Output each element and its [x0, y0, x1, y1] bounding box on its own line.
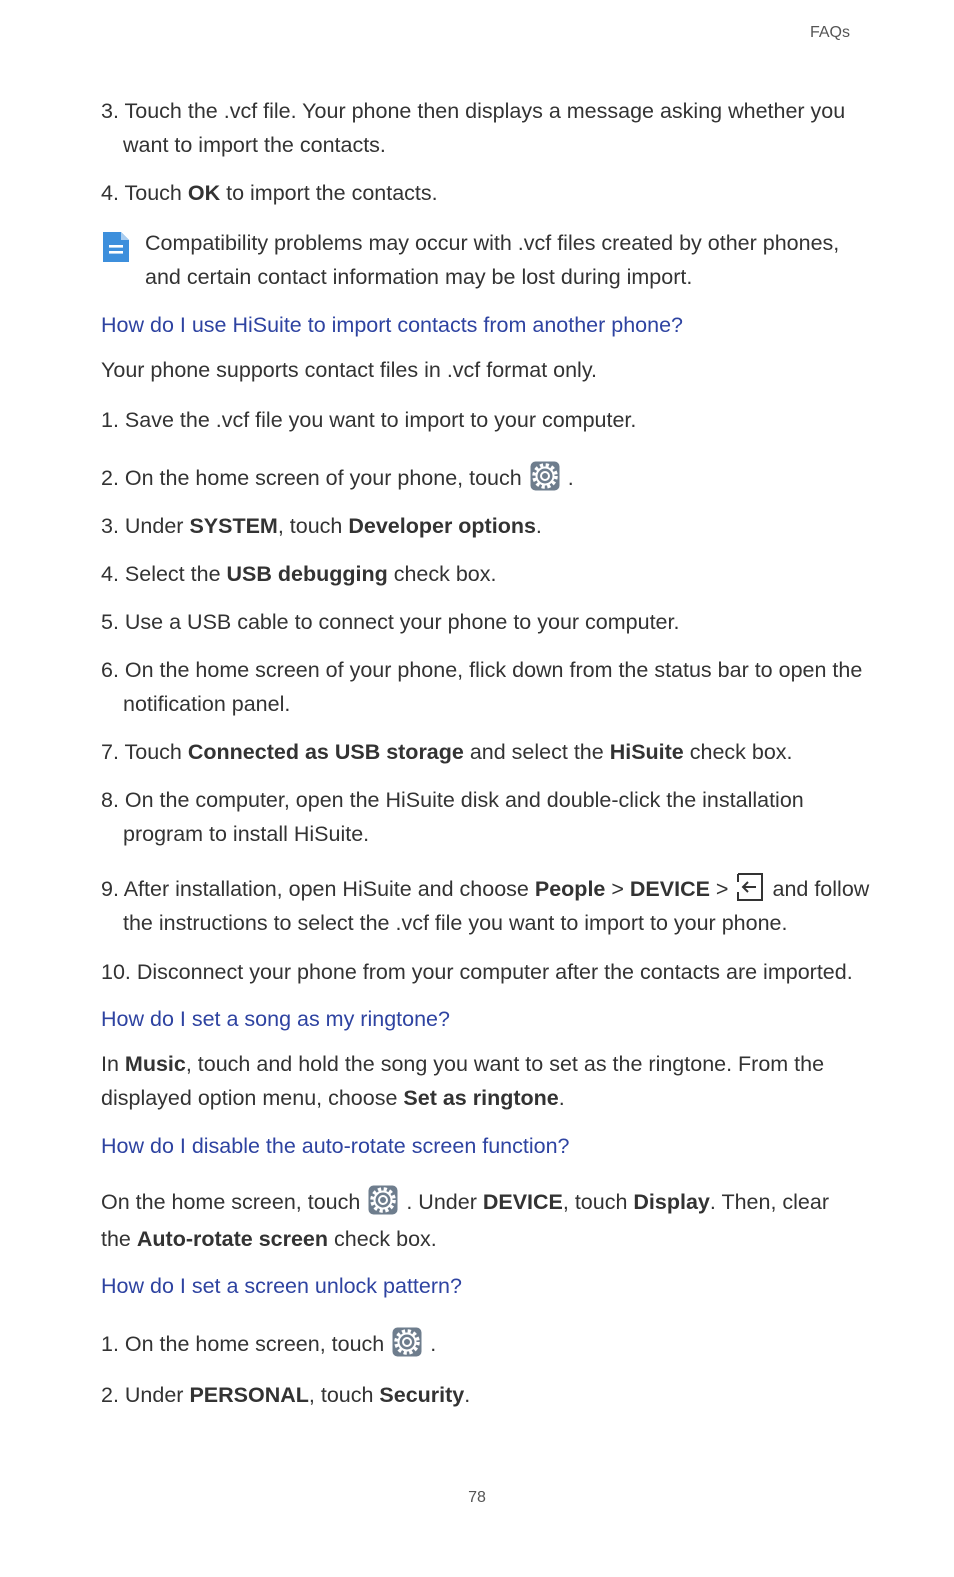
ringtone-heading: How do I set a song as my ringtone?: [101, 1007, 450, 1031]
compatibility-note: Compatibility problems may occur with .vcf files created by other phones, and certain contact information may be lost during import.: [145, 231, 840, 289]
hisuite-intro: Your phone supports contact files in .vcf format only.: [101, 358, 597, 382]
autorotate-paragraph: On the home screen, touch . Under DEVICE, touch Display. Then, clear the Auto-rotate screen check box.: [101, 1184, 861, 1258]
autorotate-heading: How do I disable the auto-rotate screen function?: [101, 1134, 570, 1158]
vcf-step-4: 4. Touch OK to import the contacts.: [101, 181, 438, 205]
hisuite-step-3: 3. Under SYSTEM, touch Developer options.: [101, 514, 542, 538]
ringtone-paragraph: In Music, touch and hold the song you want to set as the ringtone. From the displayed option menu, choose Set as ringtone.: [101, 1052, 825, 1110]
hisuite-step-8: 8. On the computer, open the HiSuite disk and double-click the installation program to install HiSuite.: [101, 788, 804, 846]
settings-gear-icon: [530, 461, 560, 491]
unlock-step-2: 2. Under PERSONAL, touch Security.: [101, 1383, 471, 1407]
vcf-step-3: [101, 94, 883, 162]
unlock-heading: How do I set a screen unlock pattern?: [101, 1274, 462, 1298]
hisuite-heading: How do I use HiSuite to import contacts from another phone?: [101, 313, 684, 337]
hisuite-step-9: 9. After installation, open HiSuite and choose People > DEVICE > and follow the instructions to select the .vcf file you want to import to your phone.: [101, 872, 883, 940]
settings-gear-icon: [392, 1327, 422, 1357]
hisuite-step-6: 6. On the home screen of your phone, flick down from the status bar to open the notification panel.: [101, 658, 863, 716]
hisuite-step-7: 7. Touch Connected as USB storage and select the HiSuite check box.: [101, 740, 793, 764]
hisuite-step-2: 2. On the home screen of your phone, touch .: [101, 461, 883, 495]
hisuite-step-5: 5. Use a USB cable to connect your phone to your computer.: [101, 610, 680, 634]
import-arrow-icon: [736, 872, 764, 902]
section-header: FAQs: [809, 24, 850, 41]
page-number: 78: [468, 1489, 486, 1506]
note-document-icon: [101, 230, 131, 264]
unlock-step-1: 1. On the home screen, touch .: [101, 1327, 883, 1361]
hisuite-step-1: 1. Save the .vcf file you want to import to your computer.: [101, 408, 637, 432]
hisuite-step-10: 10. Disconnect your phone from your computer after the contacts are imported.: [101, 960, 853, 984]
hisuite-step-4: 4. Select the USB debugging check box.: [101, 562, 497, 586]
settings-gear-icon: [368, 1185, 398, 1215]
step-text: 3. Touch the .vcf file. Your phone then displays a message asking whether you want to import the contacts.: [101, 99, 846, 157]
